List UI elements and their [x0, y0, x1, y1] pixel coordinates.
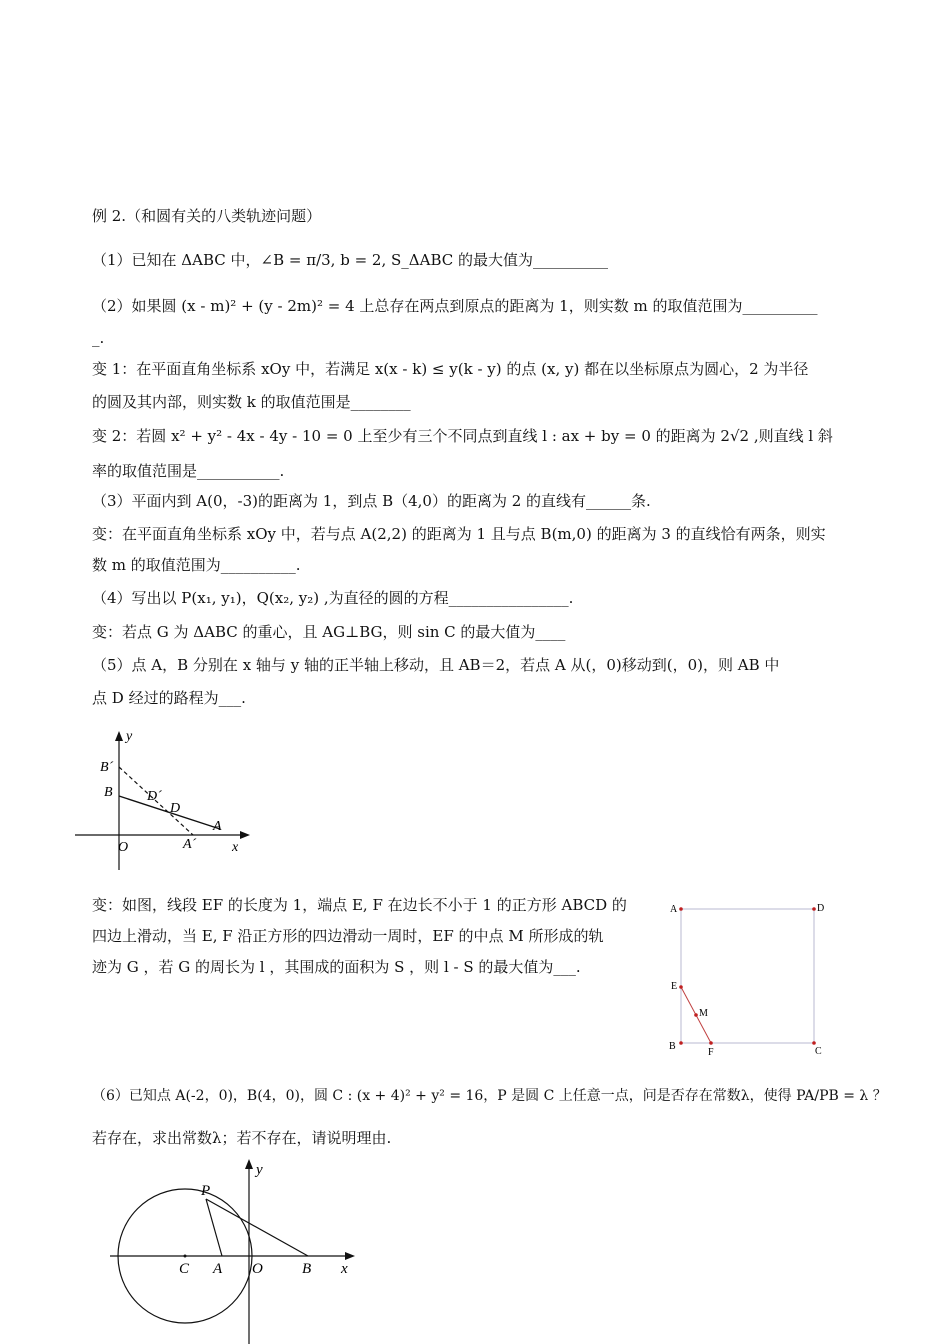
figure-square: [665, 895, 835, 1065]
label-b: B: [104, 785, 113, 800]
problem-2: （2）如果圆 (x - m)² + (y - 2m)² = 4 上总存在两点到原点的距离为 1，则实数 m 的取值范围为__________: [92, 297, 818, 315]
label-a: A: [213, 819, 222, 834]
point-m: [694, 1013, 698, 1017]
problem-3-variant: 变：在平面直角坐标系 xOy 中，若与点 A(2,2) 的距离为 1 且与点 B(m,0) 的距离为 3 的直线恰有两条，则实: [92, 525, 826, 543]
label-b: B: [669, 1041, 676, 1052]
problem-1: （1）已知在 ΔABC 中，∠B = π/3, b = 2, S_ΔABC 的最大值为__________: [92, 251, 608, 269]
variant-1-cont: 的圆及其内部，则实数 k 的取值范围是________: [92, 393, 411, 411]
variant-2-cont: 率的取值范围是___________.: [92, 462, 285, 480]
figure-sliding-segment: [70, 725, 270, 875]
label-y: y: [126, 729, 133, 744]
problem-3: （3）平面内到 A(0，-3)的距离为 1，到点 B（4,0）的距离为 2 的直线有______条.: [92, 492, 651, 510]
label-x: x: [232, 840, 239, 855]
problem-2-cont: _.: [92, 329, 105, 347]
label-a: A: [213, 1261, 223, 1277]
label-p: P: [201, 1183, 211, 1199]
label-m: M: [699, 1008, 708, 1019]
point-c: [812, 1041, 816, 1045]
label-f: F: [708, 1047, 714, 1058]
segment-pa: [206, 1199, 222, 1256]
label-d: D: [817, 903, 825, 914]
point-e: [679, 985, 683, 989]
point-c: [184, 1255, 187, 1258]
label-d-prime: D´: [147, 789, 162, 804]
segment-pb: [206, 1199, 308, 1256]
label-c: C: [179, 1261, 190, 1277]
point-d: [812, 907, 816, 911]
label-c: C: [815, 1046, 822, 1057]
problem-3-variant-cont: 数 m 的取值范围为__________.: [92, 556, 301, 574]
problem-5-cont: 点 D 经过的路程为___.: [92, 689, 246, 707]
problem-6: （6）已知点 A(-2，0)，B(4，0)，圆 C : (x + 4)² + y² = 16，P 是圆 C 上任意一点，问是否存在常数λ，使得 PA/PB = λ ？: [92, 1088, 887, 1104]
example-heading: 例 2.（和圆有关的八类轨迹问题）: [92, 207, 322, 225]
problem-4-variant: 变：若点 G 为 ΔABC 的重心，且 AG⊥BG，则 sin C 的最大值为____: [92, 623, 566, 641]
problem-5-variant: 变：如图，线段 EF 的长度为 1，端点 E, F 在边长不小于 1 的正方形 ABCD 的: [92, 896, 627, 914]
problem-4: （4）写出以 P(x₁, y₁)，Q(x₂, y₂) ,为直径的圆的方程________________.: [92, 589, 574, 607]
problem-5-variant-3: 迹为 G ，若 G 的周长为 l ，其围成的面积为 S ，则 l - S 的最大值为___.: [92, 958, 581, 976]
variant-2: 变 2：若圆 x² + y² - 4x - 4y - 10 = 0 上至少有三个不同点到直线 l : ax + by = 0 的距离为 2√2 ,则直线 l 斜: [92, 427, 833, 445]
label-a: A: [670, 904, 678, 915]
label-a-prime: A´: [183, 837, 197, 852]
x-axis-arrow: [240, 831, 250, 839]
label-e: E: [671, 981, 678, 992]
problem-6-cont: 若存在，求出常数λ；若不存在，请说明理由.: [92, 1129, 392, 1147]
y-axis-arrow: [245, 1159, 253, 1169]
y-axis-arrow: [115, 731, 123, 741]
label-y: y: [256, 1162, 263, 1178]
label-o: O: [252, 1261, 263, 1277]
point-b: [679, 1041, 683, 1045]
label-origin: O: [118, 840, 129, 855]
variant-1: 变 1：在平面直角坐标系 xOy 中，若满足 x(x - k) ≤ y(k - y) 的点 (x, y) 都在以坐标原点为圆心，2 为半径: [92, 360, 809, 378]
square-abcd: [681, 909, 814, 1043]
problem-5-variant-2: 四边上滑动，当 E, F 沿正方形的四边滑动一周时，EF 的中点 M 所形成的轨: [92, 927, 604, 945]
point-f: [709, 1041, 713, 1045]
point-a: [679, 907, 683, 911]
label-d: D: [170, 801, 181, 816]
x-axis-arrow: [345, 1252, 355, 1260]
figure-circle: [105, 1155, 365, 1344]
label-b-prime: B´: [100, 760, 114, 775]
label-b: B: [302, 1261, 312, 1277]
label-x: x: [341, 1261, 348, 1277]
problem-5: （5）点 A，B 分别在 x 轴与 y 轴的正半轴上移动，且 AB＝2，若点 A 从(，0)移动到(，0)，则 AB 中: [92, 656, 780, 674]
